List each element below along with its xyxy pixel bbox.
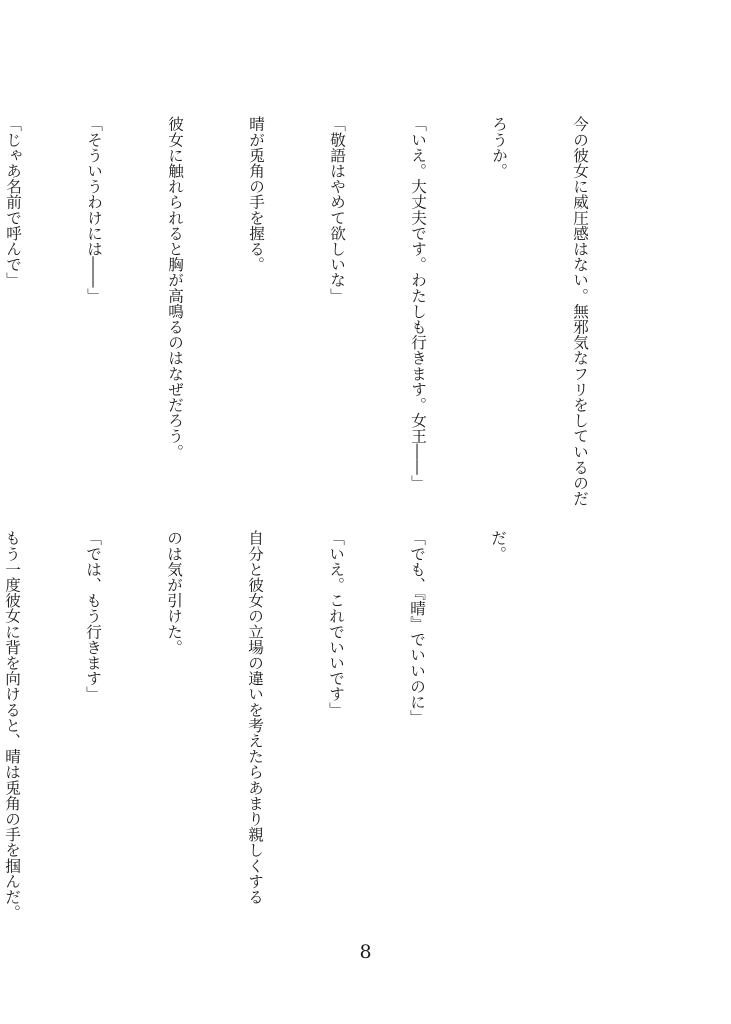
text-line: だ。 — [489, 530, 507, 562]
text-line: 「そういうわけには――」 — [85, 116, 103, 304]
text-line: 「でも、『晴』でいいのに」 — [408, 530, 426, 725]
page-number: 8 — [359, 941, 372, 963]
text-line: 自分と彼女の立場の違いを考えたらあまり親しくする — [246, 530, 264, 905]
bottom-text-block — [3, 530, 565, 920]
text-line: 晴が兎角の手を握る。 — [247, 116, 265, 272]
text-line: 彼女に触れられると胸が高鳴るのはなぜだろう。 — [166, 116, 184, 460]
text-line: 「敬語はやめて欲しいな」 — [328, 116, 346, 304]
top-text-block — [4, 116, 647, 506]
text-line: 「いえ。大丈夫です。わたしも行きます。女王――」 — [409, 116, 427, 491]
text-line: 「では、もう行きます」 — [84, 530, 102, 702]
text-line: 「いえ。これでいいです」 — [327, 530, 345, 718]
text-line: 「じゃあ名前で呼んで」 — [4, 116, 22, 288]
text-line: 今の彼女に威圧感はない。無邪気なフリをしているのだ — [571, 116, 589, 506]
text-line: ろうか。 — [490, 116, 508, 179]
text-line: のは気が引けた。 — [165, 530, 183, 655]
text-line: もう一度彼女に背を向けると、晴は兎角の手を掴んだ。 — [3, 530, 21, 920]
